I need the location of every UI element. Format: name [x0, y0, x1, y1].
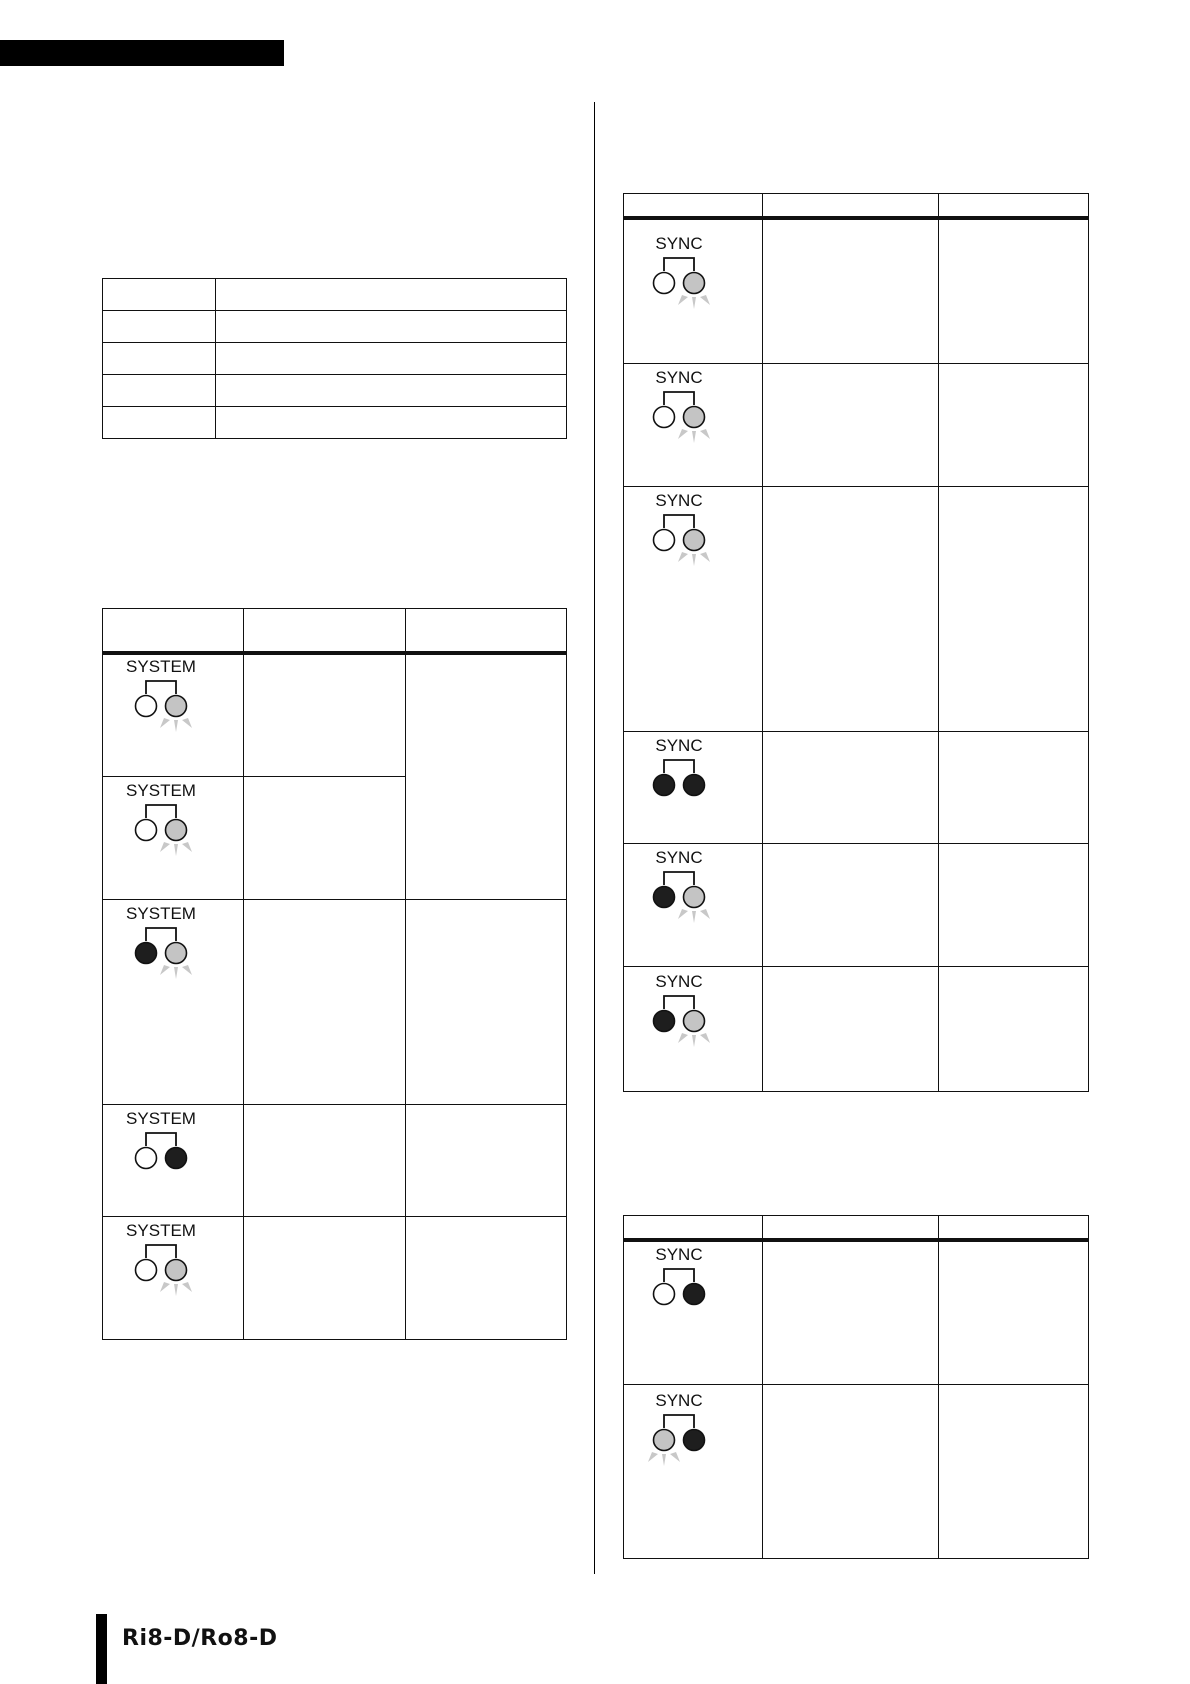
left-led-icon: [136, 943, 157, 964]
indicator-label: SYSTEM: [126, 1221, 196, 1240]
right-led-icon: [678, 1011, 710, 1048]
sync-indicator: [639, 1246, 719, 1338]
bracket-line: [146, 681, 176, 694]
right-led-icon: [678, 407, 710, 444]
system-indicator: [121, 905, 201, 997]
bracket-line: [664, 515, 694, 528]
indicator-label: SYNC: [655, 1245, 703, 1264]
bracket-line: [146, 1133, 176, 1146]
right-led-icon: [160, 696, 192, 733]
right-led-icon: [684, 1284, 705, 1305]
system-indicator: [121, 782, 201, 874]
indicator-label: SYNC: [655, 234, 703, 253]
led-pair-icon: [639, 1266, 719, 1336]
sync-indicator: [639, 1392, 719, 1484]
bracket-line: [664, 258, 694, 271]
indicator-label: SYSTEM: [126, 781, 196, 800]
left-led-icon: [136, 696, 157, 717]
indicator-label: SYNC: [655, 491, 703, 510]
led-pair-icon: [121, 1242, 201, 1312]
sync-indicator: [639, 235, 719, 327]
indicator-label: SYNC: [655, 1391, 703, 1410]
led-pair-icon: [639, 993, 719, 1063]
product-logo: Ri8-D/Ro8-D: [122, 1626, 278, 1651]
indicator-label: SYSTEM: [126, 904, 196, 923]
header-bar: [0, 40, 284, 66]
right-led-icon: [678, 530, 710, 567]
led-pair-icon: [121, 678, 201, 748]
right-led-icon: [684, 775, 705, 796]
led-pair-icon: [639, 389, 719, 459]
left-led-icon: [654, 407, 675, 428]
bracket-line: [146, 928, 176, 941]
sync-indicator: [639, 737, 719, 829]
system-indicator: [121, 1110, 201, 1202]
right-led-icon: [160, 943, 192, 980]
left-led-icon: [654, 530, 675, 551]
led-pair-icon: [121, 1130, 201, 1200]
indicator-label: SYSTEM: [126, 1109, 196, 1128]
indicator-label: SYSTEM: [126, 657, 196, 676]
bracket-line: [664, 872, 694, 885]
right-led-icon: [684, 1430, 705, 1451]
left-led-icon: [654, 273, 675, 294]
right-led-icon: [678, 887, 710, 924]
system-indicator: [121, 1222, 201, 1314]
indicator-label: SYNC: [655, 736, 703, 755]
bracket-line: [146, 1245, 176, 1258]
bracket-line: [664, 392, 694, 405]
sync-indicator: [639, 369, 719, 461]
bracket-line: [664, 1269, 694, 1282]
bracket-line: [146, 805, 176, 818]
left-led-icon: [136, 1148, 157, 1169]
led-pair-icon: [639, 869, 719, 939]
indicator-label: SYNC: [655, 848, 703, 867]
left-led-icon: [136, 1260, 157, 1281]
bracket-line: [664, 1415, 694, 1428]
left-led-icon: [654, 775, 675, 796]
led-pair-icon: [639, 255, 719, 325]
indicator-label: SYNC: [655, 972, 703, 991]
left-led-icon: [136, 820, 157, 841]
right-led-icon: [678, 273, 710, 310]
sync-indicator: [639, 973, 719, 1065]
footer-bar: [96, 1614, 107, 1684]
small-table: [102, 278, 567, 439]
bracket-line: [664, 760, 694, 773]
column-divider: [594, 102, 595, 1574]
right-led-icon: [160, 820, 192, 857]
bracket-line: [664, 996, 694, 1009]
led-pair-icon: [639, 757, 719, 827]
led-pair-icon: [121, 802, 201, 872]
left-led-icon: [654, 1011, 675, 1032]
led-pair-icon: [639, 512, 719, 582]
left-led-icon: [654, 1284, 675, 1305]
sync-indicator: [639, 849, 719, 941]
led-pair-icon: [639, 1412, 719, 1482]
system-indicator: [121, 658, 201, 750]
indicator-label: SYNC: [655, 368, 703, 387]
led-pair-icon: [121, 925, 201, 995]
sync-indicator-table-1: [623, 193, 1089, 1092]
left-led-icon: [654, 887, 675, 908]
sync-indicator: [639, 492, 719, 584]
right-led-icon: [166, 1148, 187, 1169]
left-led-icon: [648, 1430, 680, 1467]
right-led-icon: [160, 1260, 192, 1297]
